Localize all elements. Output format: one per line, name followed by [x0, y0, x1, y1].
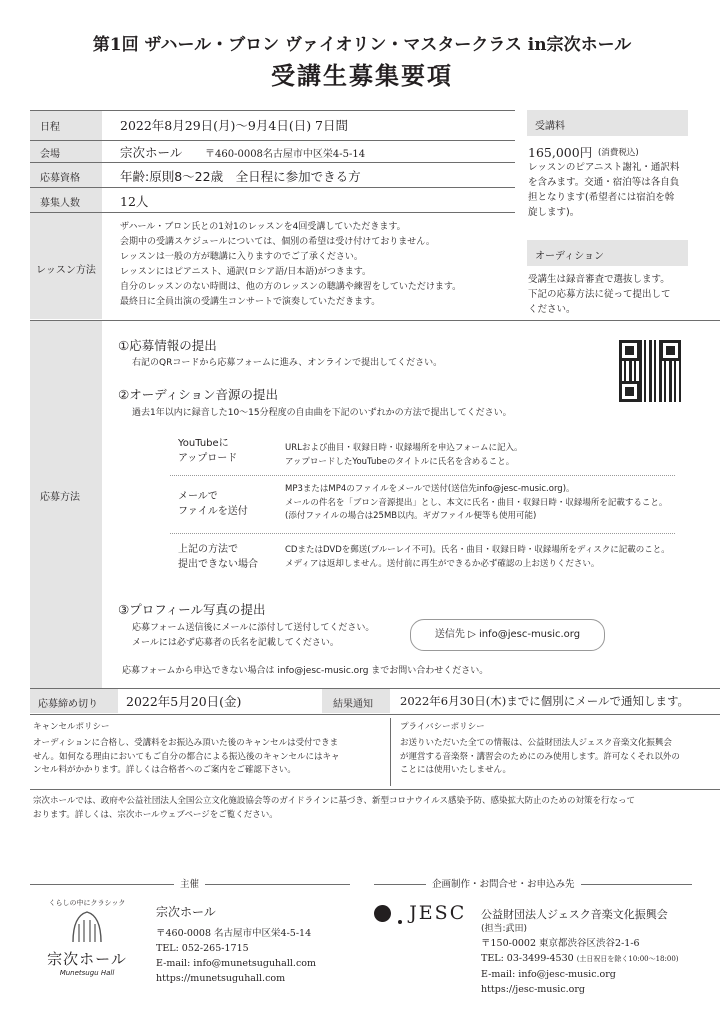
fee-tax: (消費税込) — [598, 148, 639, 158]
venue-address: 〒460-0008名古屋市中区栄4-5-14 — [205, 149, 366, 160]
organizer-contact: 〒460-0008 名古屋市中区栄4-5-14 TEL: 052-265-1715 E-mail: info@munetsuguhall.com https://munetsuguhall.com — [156, 928, 316, 984]
fee-label: 受講料 — [535, 121, 565, 132]
result-label: 結果通知 — [333, 699, 373, 710]
audition-label: オーディション — [535, 251, 604, 262]
step1-text: 右記のQRコードから応募フォームに進み、オンラインで提出してください。 — [132, 358, 443, 368]
jesc-logo: JESC — [374, 902, 466, 928]
schedule-label: 日程 — [40, 122, 60, 133]
page-title: 受講生募集要項 — [271, 61, 453, 90]
organizer-heading: 主催 — [174, 876, 205, 890]
method-youtube-text: URLおよび曲目・収録日時・収録場所を申込フォームに記入。 アップロードしたYouTubeのタイトルに氏名を含めること。 — [285, 443, 523, 467]
audition-text: 受講生は録音審査で選抜します。 下記の応募方法に従って提出して ください。 — [528, 274, 671, 315]
cancel-policy-title: キャンセルポリシー — [33, 722, 110, 732]
step2-title: ②オーディション音源の提出 — [118, 387, 278, 402]
method-mail-name: 上記の方法で 提出できない場合 — [178, 544, 258, 570]
eligibility-value: 年齢:原則8〜22歳 全日程に参加できる方 — [120, 169, 361, 184]
apply-note: 応募フォームから申込できない場合は info@jesc-music.org までお問い合わせください。 — [122, 666, 489, 676]
step2-text: 過去1年以内に録音した10〜15分程度の自由曲を下記のいずれかの方法で提出してください。 — [132, 408, 512, 418]
venue-label: 会場 — [40, 149, 60, 160]
apply-label: 応募方法 — [40, 492, 80, 503]
producer-person: (担当:武田) — [481, 924, 528, 934]
cancel-policy-text: オーディションに合格し、受講料をお振込み頂いた後のキャンセルは受付できま せん。如何なる理由においてもご自分の都合による振込後のキャンセルにはキャ ンセル料がかかります。詳しくは合格者へのご案内をご確認下さい。 — [33, 738, 340, 775]
organizer-name: 宗次ホール — [156, 905, 216, 919]
hall-emblem-icon — [67, 910, 107, 944]
deadline-label: 応募締め切り — [38, 699, 98, 710]
capacity-value: 12人 — [120, 194, 149, 209]
step3-title: ③プロフィール写真の提出 — [118, 602, 266, 617]
munetsugu-hall-logo: くらしの中にクラシック 宗次ホール Munetsugu Hall — [47, 899, 127, 977]
method-email-name: メールで ファイルを送付 — [178, 491, 248, 517]
capacity-label: 募集人数 — [40, 198, 80, 209]
method-mail-text: CDまたはDVDを郵送(ブルーレイ不可)。氏名・曲目・収録日時・収録場所をディスクに記載のこと。 メディアは返却しません。送付前に再生ができるか必ず確認の上お送りください。 — [285, 545, 670, 569]
step1-title: ①応募情報の提出 — [118, 338, 217, 353]
result-value: 2022年6月30日(木)までに個別にメールで通知します。 — [400, 694, 690, 708]
producer-heading: 企画制作・お問合せ・お申込み先 — [426, 876, 581, 890]
lesson-label: レッスン方法 — [36, 265, 96, 276]
fee-text: レッスンのピアニスト謝礼・通訳料 を含みます。交通・宿泊等は各自負 担となります(希望者には宿泊を斡 旋します)。 — [528, 162, 680, 218]
privacy-policy-text: お送りいただいた全ての情報は、公益財団法人ジェスク音楽文化振興会 が運営する音楽祭・講習会のためにのみ使用します。許可なくそれ以外の ことには使用いたしません。 — [400, 738, 680, 775]
lesson-text: ザハール・ブロン氏との1対1のレッスンを4回受講していただきます。 会期中の受講スケジュールについては、個別の希望は受け付けておりません。 レッスンは一般の方が聴講に入りますのでご了承ください。 レッスンにはピアニスト、通訳(ロシア語/日本語)がつきます。 自分のレッスンのない時間は、他の方のレッスンの聴講や練習をしていただけます。 最終日に全員出演の受講生コンサートで演奏していただきます。 — [120, 222, 462, 307]
contact-email-button[interactable]: 送信先 ▷ info@jesc-music.org — [410, 619, 605, 651]
method-youtube-name: YouTubeに アップロード — [178, 438, 238, 464]
deadline-value: 2022年5月20日(金) — [126, 694, 242, 709]
covid-notice: 宗次ホールでは、政府や公益社団法人全国公立文化施設協会等のガイドラインに基づき、新型コロナウイルス感染予防、感染拡大防止のための対策を行なって おります。詳しくは、宗次ホールウェブページをご覧ください。 — [33, 796, 635, 820]
producer-contact: 〒150-0002 東京都渋谷区渋谷2-1-6 TEL: 03-3499-4530 (土日祝日を除く10:00〜18:00) E-mail: info@jesc-music.org https://jesc-music.org — [481, 938, 679, 995]
qr-code[interactable] — [619, 340, 681, 402]
method-email-text: MP3またはMP4のファイルをメールで送付(送信先info@jesc-music.org)。 メールの件名を「ブロン音源提出」とし、本文に氏名・曲目・収録日時・収録場所を記載すること。 (添付ファイルの場合は25MB以内。ギガファイル便等も使用可能) — [285, 484, 668, 521]
jesc-mark-icon — [374, 905, 391, 922]
event-title: 第1回 ザハール・ブロン ヴァイオリン・マスタークラス in宗次ホール — [92, 35, 632, 55]
schedule-value: 2022年8月29日(月)〜9月4日(日) 7日間 — [120, 118, 349, 133]
venue-value: 宗次ホール — [120, 145, 183, 160]
eligibility-label: 応募資格 — [40, 173, 80, 184]
privacy-policy-title: プライバシーポリシー — [400, 722, 485, 732]
fee-amount: 165,000円 — [528, 145, 593, 160]
producer-name: 公益財団法人ジェスク音楽文化振興会 — [481, 908, 668, 921]
step3-text: 応募フォーム送信後にメールに添付して送付してください。 メールには必ず応募者の氏名を記載してください。 — [132, 623, 375, 648]
